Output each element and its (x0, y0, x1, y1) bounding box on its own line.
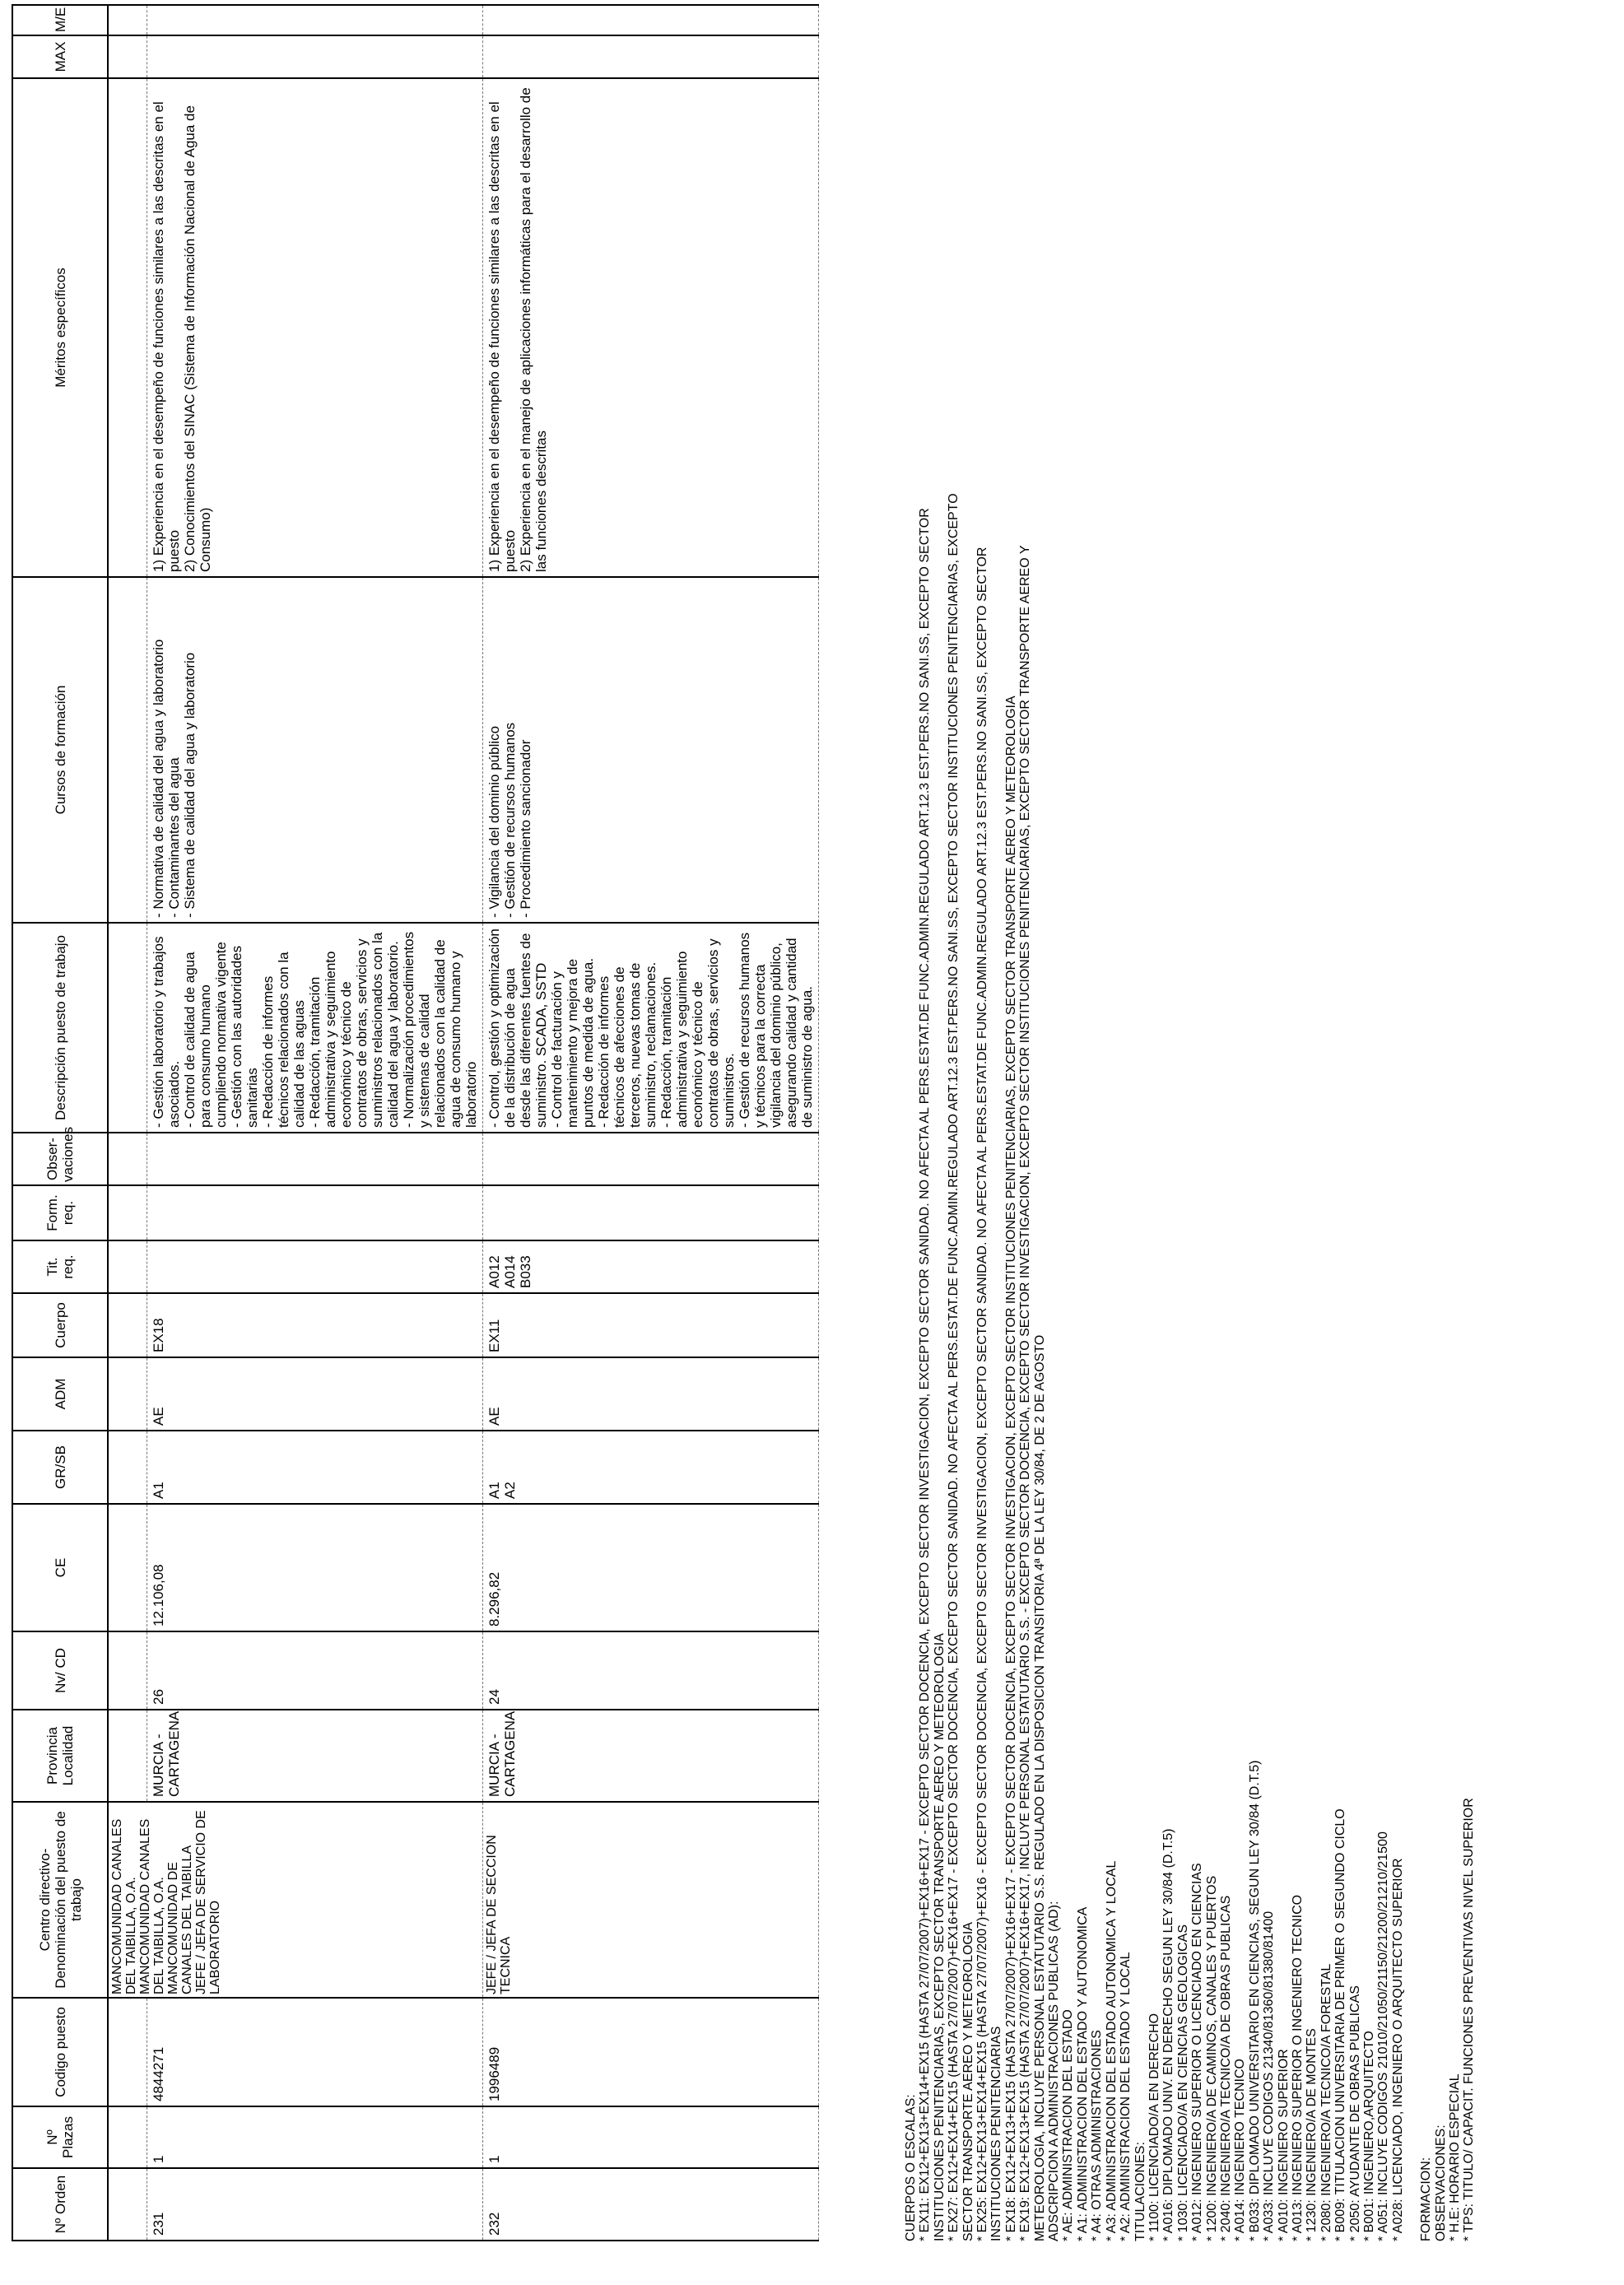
cell-ce: 8.296,82 (483, 1504, 819, 1631)
cell-cuerpo: EX11 (483, 1293, 819, 1357)
adscripcion-line: * A3: ADMINISTRACION DEL ESTADO AUTONOMICA Y LOCAL (1104, 1860, 1119, 2241)
titulacion-line: * A033: INCLUYE CODIGOS 21340/81360/81380/81400 (1262, 1910, 1277, 2241)
unit-name: MANCOMUNIDAD CANALES DEL TAIBILLA, O.A. (138, 1818, 166, 1994)
cuerpos-line: * EX19: EX12+EX13+EX15 (HASTA 27/07/2007)+EX16+EX17, INCLUYE PERSONAL ESTATUTARIO S.S. - EXCEPTO SECTOR DOCENCIA, EXCEPTO SECTOR INVESTIGACION, EXCEPTO SECTOR INSTITUCIONES PENITENCIARIAS, EXCEPTO SECTOR TRANSPORTE AEREO Y (1018, 545, 1033, 2241)
cell-titulacion (147, 1240, 483, 1293)
cell-plazas: 1 (483, 2106, 819, 2168)
titulacion-line: * A010: INGENIERO SUPERIOR (1276, 2049, 1291, 2241)
cell-nivel: 24 (483, 1631, 819, 1710)
cell-centro: JEFE / JEFA DE SECCION TECNICA (483, 1802, 819, 1998)
header-descripcion: Descripción puesto de trabajo (12, 923, 108, 1133)
header-meritos: Méritos específicos (12, 78, 108, 577)
cell-cuerpo: EX18 (147, 1293, 483, 1357)
legend-notes (904, 19, 1477, 2241)
titulacion-line: * 1030: LICENCIADO/A EN CIENCIAS GEOLOGICAS (1175, 1924, 1190, 2241)
cuerpos-line: SECTOR TRANSPORTE AEREO Y METEOROLOGIA (961, 1922, 975, 2241)
titulacion-line: * 2040: INGENIERO/A TECNICO/A DE OBRAS PUBLICAS (1218, 1895, 1233, 2241)
titulacion-line: * A016: DIPLOMADO UNIV. EN DERECHO SEGUN LEY 30/84 (D.T.5) (1161, 1828, 1176, 2241)
header-codigo: Codigo puesto (12, 1998, 108, 2106)
unit-separator-row (108, 5, 147, 2241)
blank-line (1405, 19, 1419, 2241)
header-grupo: GR/SB (12, 1431, 108, 1504)
cuerpos-title: CUERPOS O ESCALAS: (904, 2094, 918, 2241)
header-ce: CE (12, 1504, 108, 1631)
titulacion-line: * A014: INGENIERO TECNICO (1233, 2059, 1248, 2241)
adscripcion-line: * A2: ADMINISTRACION DEL ESTADO Y LOCAL (1119, 1952, 1133, 2241)
cuerpos-line: METEOROLOGIA, INCLUYE PERSONAL ESTATUTARIO S.S. REGULADO EN LA DISPOSICION TRANSITORIA 4ª DE LA LEY 30/84, DE 2 DE AGOSTO (1032, 1334, 1047, 2241)
cuerpos-line: * EX11: EX12+EX13+EX14+EX15 (HASTA 27/07/2007)+EX16+EX17 - EXCEPTO SECTOR DOCENCIA, EXCEPTO SECTOR INVESTIGACION, EXCEPTO SECTOR SANIDAD. NO AFECTA AL PERS.ESTAT.DE FUNC.ADMIN.REGULADO ART.12.3 EST.PERS.NO SANI.SS, EXCEPTO SECTOR (918, 508, 933, 2241)
cell-me (483, 5, 819, 35)
unit-name: MANCOMUNIDAD DE CANALES DEL TAIBILLA (166, 1845, 194, 1994)
cell-cursos: - Normativa de calidad del agua y laboratorio - Contaminantes del agua - Sistema de calidad del agua y laboratorio (147, 577, 483, 923)
position-title: JEFE / JEFA DE SERVICIO DE LABORATORIO (194, 1810, 222, 1994)
cell-grupo: A1 A2 (483, 1431, 819, 1504)
cell-meritos: 1) Experiencia en el desempeño de funciones similares a las descritas en el puesto 2) Conocimientos del SINAC (Sistema de Información Nacional de Agua de Consumo) (147, 78, 483, 577)
cuerpos-line: INSTITUCIONES PENITENCIARIAS (989, 2026, 1004, 2241)
titulaciones-title: TITULACIONES: (1133, 2142, 1147, 2241)
titulacion-line: * 2080: INGENIERO/A TECNICO/A FORESTAL (1319, 1963, 1333, 2241)
titulacion-line: * A051: INCLUYE CODIGOS 21010/21050/21150/21200/21210/21500 (1376, 1831, 1391, 2241)
adscripcion-line: * A4: OTRAS ADMINISTRACIONES (1090, 2030, 1105, 2241)
cuerpos-line: * EX18: EX12+EX13+EX15 (HASTA 27/07/2007)+EX16+EX17 - EXCEPTO SECTOR DOCENCIA, EXCEPTO SECTOR INVESTIGACION, EXCEPTO SECTOR INSTITUCIONES PENITENCIARIAS, EXCEPTO SECTOR TRANSPORTE AEREO Y METEOROLOGIA (1003, 696, 1018, 2241)
titulacion-line: * A012: INGENIERO SUPERIOR O LICENCIADO EN CIENCIAS (1190, 1863, 1205, 2241)
cell-cursos: - Vigilancia del dominio público - Gestión de recursos humanos - Procedimiento sancionador (483, 577, 819, 923)
header-cursos: Cursos de formación (12, 577, 108, 923)
cell-descripcion: - Control, gestión y optimización de la distribución de agua desde las diferentes fuentes de suministro. SCADA, SSTD - Control de facturación y mantenimiento y mejora de puntos de medida de agua. - Redacción de informes técnicos de afecciones de terceros, nuevas tomas de suministro, reclamaciones. - Redacción, tramitación administrativa y seguimiento económico y técnico de contratos de obras, servicios y suministros. - Gestión de recursos humanos y técnicos para la correcta vigilancia del dominio público, asegurando calidad y cantidad de suministro de agua. (483, 923, 819, 1133)
cell-codigo: 4844271 (147, 1998, 483, 2106)
titulacion-line: * 1230: INGENIERO/A DE MONTES (1305, 2028, 1319, 2241)
header-provincia: Provincia Localidad (12, 1710, 108, 1802)
formacion-title: FORMACION: (1419, 2157, 1434, 2241)
cuerpos-line: * EX25: EX12+EX13+EX14+EX15 (HASTA 27/07/2007)+EX16 - EXCEPTO SECTOR DOCENCIA, EXCEPTO SECTOR INVESTIGACION, EXCEPTO SECTOR SANIDAD. NO AFECTA AL PERS.ESTAT.DE FUNC.ADMIN.REGULADO ART.12.3 EST.PERS.NO SANI.SS, EXCEPTO SECTOR (975, 547, 990, 2241)
observacion-line: * TPS: TITULO/ CAPACIT. FUNCIONES PREVENTIVAS NIVEL SUPERIOR (1462, 1798, 1477, 2241)
positions-table (12, 4, 819, 2241)
titulacion-line: * A028: LICENCIADO, INGENIERO O ARQUITECTO SUPERIOR (1390, 1858, 1405, 2241)
cell-meritos: 1) Experiencia en el desempeño de funciones similares a las descritas en el puesto 2) Experiencia en el manejo de aplicaciones informáticas para el desarrollo de las funciones descritas (483, 78, 819, 577)
adscripcion-line: * AE: ADMINISTRACION DEL ESTADO (1061, 2009, 1076, 2241)
cell-descripcion: - Gestión laboratorio y trabajos asociados. - Control de calidad de agua para consumo humano cumpliendo normativa vigente - Gestión con las autoridades sanitarias - Redacción de informes técnicos relacionados con la calidad de las aguas - Redacción, tramitación administrativa y seguimiento económico y técnico de contratos de obras, servicios y suministros relacionados con la calidad del agua y laboratorio. - Normalización procedimientos y sistemas de calidad relacionados con la calidad de agua de consumo humano y laboratorio (147, 923, 483, 1133)
adscripcion-title: ADSCRIPCION A ADMINISTRACIONES PUBLICAS (AD): (1047, 1901, 1062, 2241)
cell-titulacion: A012 A014 B033 (483, 1240, 819, 1293)
titulacion-line: * B001: INGENIERO,ARQUITECTO (1362, 2031, 1376, 2241)
titulacion-line: * B009: TITULACION UNIVERSITARIA DE PRIMER O SEGUNDO CICLO (1333, 1808, 1348, 2241)
cell-provincia: MURCIA - CARTAGENA (483, 1710, 819, 1802)
header-me: M/E (12, 5, 108, 35)
header-nivel: Nv/ CD (12, 1631, 108, 1710)
titulacion-line: * 1100: LICENCIADO/A EN DERECHO (1147, 2013, 1161, 2241)
cell-adm: AE (147, 1357, 483, 1431)
table-row (483, 5, 819, 2241)
cell-observaciones (147, 1133, 483, 1185)
cell-provincia: MURCIA - CARTAGENA (147, 1710, 483, 1802)
cell-codigo: 1996489 (483, 1998, 819, 2106)
cell-max (483, 35, 819, 78)
cell-adm: AE (483, 1357, 819, 1431)
cell-formacion (147, 1185, 483, 1240)
cell-plazas: 1 (147, 2106, 483, 2168)
cell-nivel: 26 (147, 1631, 483, 1710)
cell-ce: 12.106,08 (147, 1504, 483, 1631)
header-cuerpo: Cuerpo (12, 1293, 108, 1357)
header-centro: Centro directivo- Denominación del puesto de trabajo (12, 1802, 108, 1998)
header-adm: ADM (12, 1357, 108, 1431)
cell-observaciones (483, 1133, 819, 1185)
header-row (12, 5, 108, 2241)
header-max: MAX (12, 35, 108, 78)
cuerpos-line: * EX27: EX12+EX14+EX15 (HASTA 27/07/2007)+EX16+EX17 - EXCEPTO SECTOR DOCENCIA, EXCEPTO SECTOR SANIDAD. NO AFECTA AL PERS.ESTAT.DE FUNC.ADMIN.REGULADO ART.12.3 EST.PERS.NO SANI.SS, EXCEPTO SECTOR INSTITUCIONES PENITENCIARIAS, EXCEPTO (947, 493, 961, 2241)
titulacion-line: * A013: INGENIERO SUPERIOR O INGENIERO TECNICO (1290, 1894, 1305, 2241)
titulacion-line: * 1200: INGENIERO/A DE CAMINOS, CANALES Y PUERTOS (1204, 1875, 1219, 2241)
header-observaciones: Obser- vaciones (12, 1133, 108, 1185)
header-orden: Nº Orden (12, 2168, 108, 2241)
unit-name: MANCOMUNIDAD CANALES DEL TAIBILLA, O.A. (110, 1818, 138, 1994)
header-formacion: Form. req. (12, 1185, 108, 1240)
cell-me (147, 5, 483, 35)
cuerpos-line: INSTITUCIONES PENITENCIARIAS, EXCEPTO SECTOR TRANSPORTE AEREO Y METEOROLOGIA (932, 1633, 947, 2241)
header-titulacion: Tit. req. (12, 1240, 108, 1293)
cell-orden: 231 (147, 2168, 483, 2241)
cell-grupo: A1 (147, 1431, 483, 1504)
titulacion-line: * B033: DIPLOMADO UNIVERSITARIO EN CIENCIAS, SEGUN LEY 30/84 (D.T.5) (1247, 1760, 1262, 2241)
observaciones-title: OBSERVACIONES: (1433, 2124, 1448, 2241)
adscripcion-line: * A1: ADMINISTRACION DEL ESTADO Y AUTONOMICA (1075, 1906, 1090, 2241)
header-plazas: Nº Plazas (12, 2106, 108, 2168)
titulacion-line: * 2050: AYUDANTE DE OBRAS PUBLICAS (1347, 1985, 1362, 2241)
cell-max (147, 35, 483, 78)
observacion-line: * H.E: HORARIO ESPECIAL (1448, 2073, 1463, 2241)
cell-formacion (483, 1185, 819, 1240)
unit-cell (108, 1802, 483, 1998)
cell-orden: 232 (483, 2168, 819, 2241)
